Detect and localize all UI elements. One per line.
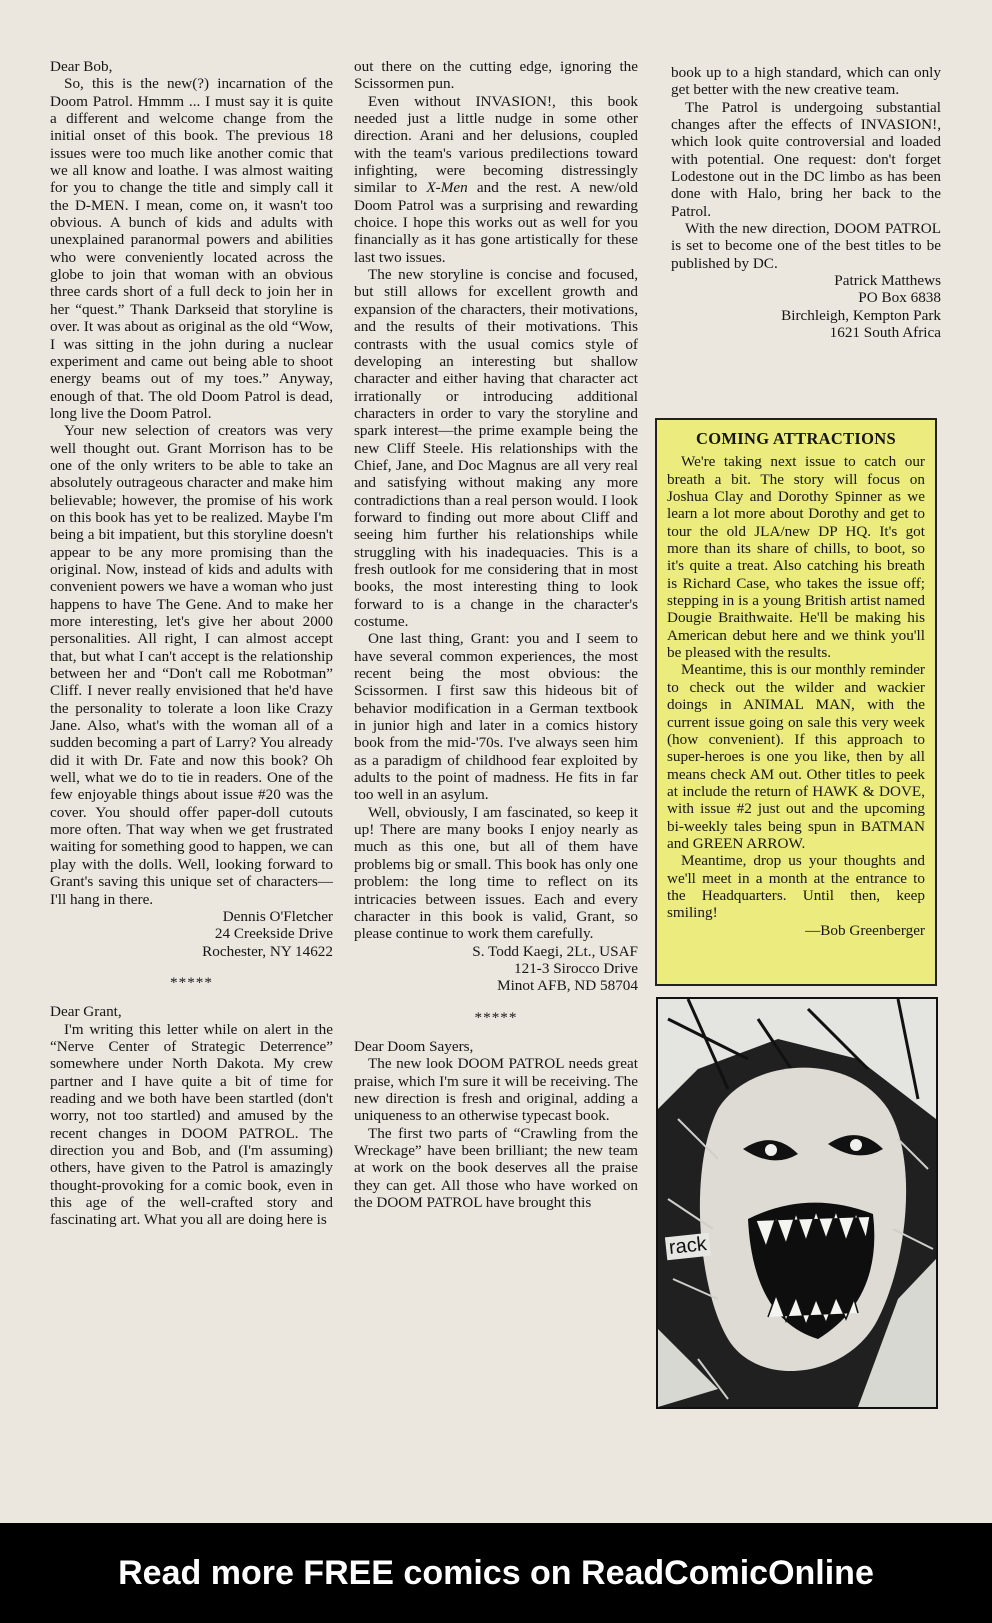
illustration-drawing xyxy=(658,999,936,1407)
sound-effect-text: rack xyxy=(665,1233,711,1260)
read-more-banner[interactable]: Read more FREE comics on ReadComicOnline xyxy=(0,1523,992,1623)
letter-paragraph: out there on the cutting edge, ignoring the Scissormen pun. xyxy=(354,58,638,93)
box-paragraph: We're taking next issue to catch our breath a bit. The story will focus on Joshua Clay and Dorothy Spinner as we learn a lot more about Dorothy and get to tour the old JLA/new DP HQ. It's got more than its share of chills, to boot, so it's quite a treat. Also catching his breath is Richard Case, who takes the issue off; stepping in is a young British artist named Dougie Braithwaite. He'll be making his American debut here and we think you'll be pleased with the results. xyxy=(667,453,925,662)
box-paragraph: Meantime, this is our monthly reminder to check out the wilder and wackier doings in ANIMAL MAN, with the current issue going on sale this very week (how convenient). If this approach to super-heroes is one you like, then by all means check AM out. Other titles to peek at include the return of HAWK & DOVE, with issue #2 just out and the upcoming bi-weekly tales being spun in BATMAN and GREEN ARROW. xyxy=(667,661,925,852)
letter-paragraph: book up to a high standard, which can only get better with the new creative team. xyxy=(671,64,941,99)
letter-paragraph: So, this is the new(?) incarnation of the Doom Patrol. Hmmm ... I must say it is quite a different and welcome change from the initial onset of this book. The previous 18 issues were too much like another comic that we all know and loathe. I was almost waiting for you to change the title and simply call it the D-MEN. I mean, come on, it wasn't too obvious. A bunch of kids and adults with unexplained paranormal powers and abilities who were conveniently located across the globe to join that woman with an obvious three cards short of a full deck to join her in her “quest.” Thank Darkseid that storyline is over. It was about as original as the old “Wow, I was sitting in the john during a nuclear experiment and came out being able to shoot energy beams out of my toes.” Anyway, enough of that. The old Doom Patrol is dead, long live the Doom Patrol. xyxy=(50,75,333,422)
letter-separator: ***** xyxy=(170,973,213,991)
letter-salutation: Dear Grant, xyxy=(50,1003,122,1021)
coming-attractions-box xyxy=(655,418,937,986)
letter-paragraph: The first two parts of “Crawling from the Wreckage” have been brilliant; the new team at work on the book deserves all the praise they can get. All those who have worked on the DOOM PATROL have brought this xyxy=(354,1124,638,1211)
letter-text: Even without INVASION!, this book needed just a little nudge in some other direction. Arani and her delusions, coupled with the team's various predilections toward infighting, were becoming distressingly similar to xyxy=(354,92,638,197)
box-paragraph: Meantime, drop us your thoughts and we'll meet in a month at the entrance to the Headquarters. Until then, keep smiling! xyxy=(667,852,925,922)
coming-attractions-title: COMING ATTRACTIONS xyxy=(696,429,896,448)
letter-signature-address: 121-3 Sirocco Drive xyxy=(514,959,638,977)
screaming-face-illustration xyxy=(656,997,938,1409)
letters-column-1 xyxy=(50,58,333,1229)
letter-paragraph xyxy=(354,93,638,266)
letter-signature-country: 1621 South Africa xyxy=(829,324,941,342)
letter-signature-address: PO Box 6838 xyxy=(858,289,941,307)
letter-signature-name: Dennis O'Fletcher xyxy=(222,907,333,925)
editor-signature: —Bob Greenberger xyxy=(805,921,925,939)
letters-column-2 xyxy=(354,58,638,1211)
letter-signature-city: Birchleigh, Kempton Park xyxy=(781,306,941,324)
letter-signature-name: Patrick Matthews xyxy=(834,272,941,290)
letter-signature-address: 24 Creekside Drive xyxy=(214,925,333,943)
letter-paragraph: Your new selection of creators was very well thought out. Grant Morrison has to be one of the only writers to be able to take an absolutely outrageous character and make him believable; however, the promise of his work on this book has yet to be realized. Maybe I'm being a bit impatient, but this storyline doesn't appear to be any more promising than the original. Now, instead of kids and adults with convenient powers we have a woman who just happens to have The Gene. And to make her more interesting, let's give her about 2000 personalities. All right, I can almost accept that, but what I can't accept is the relationship between her and “Don't call me Robotman” Cliff. I never really envisioned that he'd have the personality to tolerate a loon like Crazy Jane. Also, what's with the woman all of a sudden becoming a part of Larry? You already did it with Dr. Fate and now this book? Oh well, what we do to tie in readers. One of the few enjoyable things about issue #20 was the cover. You should offer paper-doll cutouts more often. That way when we get frustrated waiting for something good to happen, we can play with the dolls. Well, looking forward to Grant's saving this unique set of characters—I'll hang in there. xyxy=(50,422,334,908)
letter-text: and the rest. A new/old Doom Patrol was a surprising and rewarding choice. I hope this works out as well for you financially as it has gone artistically for these last two issues. xyxy=(354,179,639,266)
letter-salutation: Dear Doom Sayers, xyxy=(354,1037,474,1055)
letter-paragraph: The new storyline is concise and focused, but still allows for excellent growth and expansion of the characters, their motivations, and the results of their motivations. This contrasts with the usual comics style of developing an interesting but shallow character and either having that character act irrationally or introducing additional characters in order to vary the storyline and spark interest—the prime example being the new Cliff Steele. His relationships with the Chief, Jane, and Doc Magnus are all very real and satisfying without making any more contradictions than a real person would. I look forward to finding out more about Cliff and seeing him further his relationships while struggling with his inadequacies. This is a fresh outlook for me considering that in most books, the most interesting thing to look forward to is a change in the character's costume. xyxy=(354,266,638,630)
letter-signature-city: Minot AFB, ND 58704 xyxy=(497,977,638,995)
letter-paragraph: Well, obviously, I am fascinated, so keep it up! There are many books I enjoy nearly as much as this one, but all of them have problems big or small. This book has only one problem: the long time to reflect on its intricacies between issues. Each and every character in this book is valid, Grant, so please continue to work them carefully. xyxy=(354,803,638,943)
letter-signature-name: S. Todd Kaegi, 2Lt., USAF xyxy=(472,942,638,960)
letter-paragraph: With the new direction, DOOM PATROL is set to become one of the best titles to be published by DC. xyxy=(671,220,941,272)
letter-salutation: Dear Bob, xyxy=(50,58,113,75)
letters-column-3 xyxy=(671,64,941,342)
letter-paragraph: One last thing, Grant: you and I seem to have several common experiences, the most recent being the most obvious: the Scissormen. I first saw this hideous bit of behavior modification in a German textbook in junior high and later in a comics history book from the mid-'70s. I've always seen him as a paradigm of childhood fear exploited by adults to the point of madness. He fits in far too well in an asylum. xyxy=(354,630,638,804)
letter-paragraph: The new look DOOM PATROL needs great praise, which I'm sure it will be receiving. The new direction is fresh and original, adding a uniqueness to an otherwise typecast book. xyxy=(354,1055,638,1125)
letter-paragraph: The Patrol is undergoing substantial changes after the effects of INVASION!, which look quite controversial and loaded with potential. One request: don't forget Lodestone out in the DC limbo as has been done with Halo, bring her back to the Patrol. xyxy=(671,98,941,220)
letter-separator: ***** xyxy=(474,1008,518,1026)
letter-signature-city: Rochester, NY 14622 xyxy=(202,942,333,960)
comic-title-italic: X-Men xyxy=(426,179,468,197)
letter-paragraph: I'm writing this letter while on alert in the “Nerve Center of Strategic Deterrence” somewhere under North Dakota. My crew partner and I have quite a bit of time for reading and we both have been startled (don't worry, not too startled) and amused by the recent changes in DOOM PATROL. The direction you and Bob, and (I'm assuming) others, have given to the Patrol is amazingly thought-provoking for a comic book, even in this age of the well-crafted story and fascinating art. What you all are doing here is xyxy=(50,1020,333,1229)
